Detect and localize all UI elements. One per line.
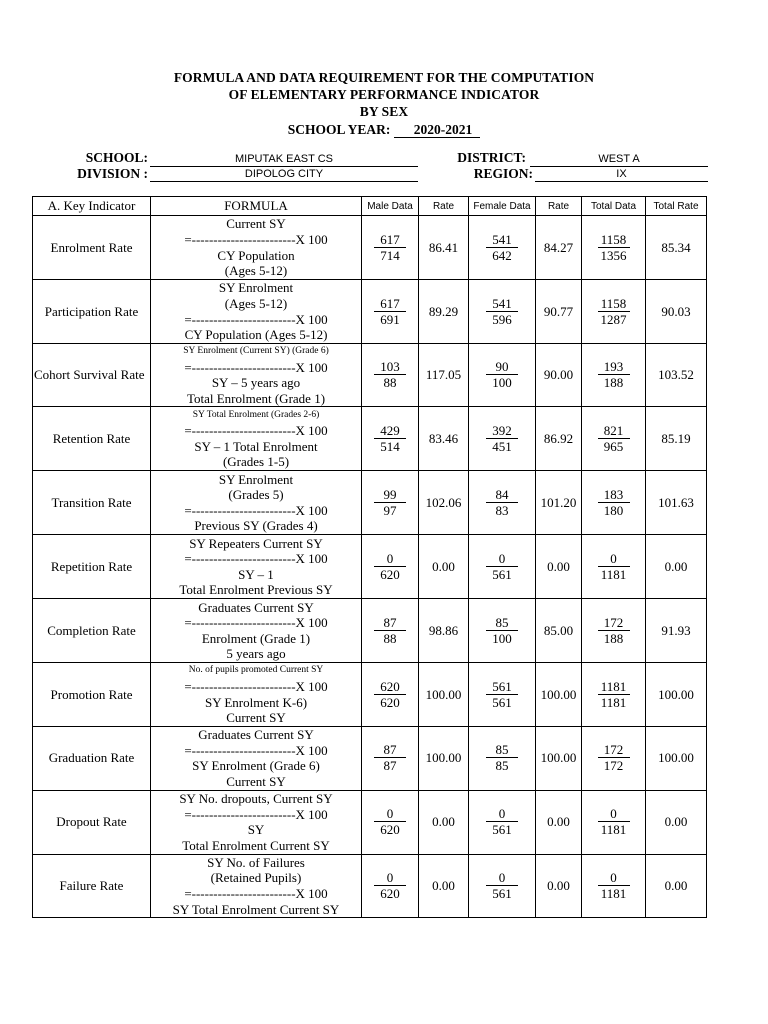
formula-line: Current SY — [226, 773, 286, 789]
female-denominator: 642 — [492, 247, 512, 263]
formula-line: (Ages 5-12) — [224, 263, 288, 279]
table-row — [33, 407, 707, 471]
female-denominator: 596 — [492, 311, 512, 327]
male-data-cell — [362, 471, 419, 535]
table-header-row — [33, 197, 707, 216]
formula-line: =------------------------X 100 — [184, 806, 328, 822]
formula-line: =------------------------X 100 — [184, 551, 328, 567]
formula-line: Total Enrolment Current SY — [182, 837, 330, 853]
male-denominator: 88 — [383, 375, 397, 391]
total-fraction — [598, 806, 630, 837]
total-denominator: 172 — [603, 758, 624, 774]
formula-line: SY — [247, 822, 265, 838]
male-data-cell — [362, 280, 419, 344]
female-numerator: 392 — [486, 423, 518, 439]
male-rate-cell: 117.05 — [419, 344, 469, 407]
formula-line: Previous SY (Grades 4) — [194, 518, 318, 534]
indicator-cell: Retention Rate — [33, 407, 151, 471]
male-numerator: 617 — [374, 296, 406, 312]
female-numerator: 84 — [486, 487, 518, 503]
header-male-rate: Rate — [419, 197, 469, 216]
total-denominator: 188 — [603, 375, 624, 391]
female-numerator: 541 — [486, 296, 518, 312]
total-data-cell — [582, 471, 646, 535]
female-denominator: 83 — [495, 502, 509, 518]
total-data-cell — [582, 726, 646, 790]
formula-line: SY Enrolment — [218, 280, 294, 296]
male-fraction — [374, 870, 406, 901]
female-rate-cell: 100.00 — [536, 663, 582, 726]
header-formula: FORMULA — [151, 197, 362, 216]
female-data-cell — [469, 280, 536, 344]
table-row — [33, 663, 707, 726]
table-row — [33, 344, 707, 407]
female-data-cell — [469, 471, 536, 535]
male-data-cell — [362, 726, 419, 790]
total-numerator: 1181 — [598, 679, 630, 695]
male-numerator: 87 — [374, 742, 406, 758]
school-year — [0, 121, 768, 138]
male-fraction — [374, 806, 406, 837]
formula-line: =------------------------X 100 — [184, 742, 328, 758]
female-rate-cell: 101.20 — [536, 471, 582, 535]
formula-line: Total Enrolment (Grade 1) — [186, 390, 326, 406]
formula-line: Total Enrolment Previous SY — [179, 582, 333, 598]
formula-line: SY Enrolment K-6) — [204, 694, 308, 710]
male-denominator: 714 — [380, 247, 400, 263]
indicator-cell: Transition Rate — [33, 471, 151, 535]
table-row — [33, 599, 707, 663]
formula-line: SY No. dropouts, Current SY — [179, 791, 333, 807]
male-rate-cell: 0.00 — [419, 790, 469, 854]
male-fraction — [374, 551, 406, 582]
male-data-cell — [362, 344, 419, 407]
total-data-cell — [582, 280, 646, 344]
female-denominator: 561 — [492, 822, 512, 838]
total-fraction — [598, 487, 630, 518]
table-row — [33, 726, 707, 790]
total-denominator: 1181 — [600, 566, 627, 582]
formula-line: SY – 1 — [238, 566, 274, 582]
male-numerator: 620 — [374, 679, 406, 695]
total-data-cell — [582, 216, 646, 280]
formula-line: CY Population (Ages 5-12) — [184, 327, 328, 343]
female-fraction — [486, 232, 518, 263]
table-row — [33, 471, 707, 535]
formula-line: (Grades 5) — [228, 487, 284, 503]
formula-line: (Ages 5-12) — [224, 295, 288, 311]
total-fraction — [598, 870, 630, 901]
total-rate-cell: 101.63 — [646, 471, 707, 535]
formula-cell — [151, 216, 362, 280]
school-label: SCHOOL: — [85, 150, 148, 165]
male-denominator: 620 — [380, 694, 400, 710]
formula-cell — [151, 471, 362, 535]
table-row — [33, 280, 707, 344]
total-fraction — [598, 742, 630, 773]
table-row — [33, 216, 707, 280]
male-fraction — [374, 679, 406, 710]
formula-line: =------------------------X 100 — [184, 359, 328, 375]
division-label: DIVISION : — [77, 166, 148, 181]
male-rate-cell: 98.86 — [419, 599, 469, 663]
total-data-cell — [582, 535, 646, 599]
female-denominator: 85 — [495, 758, 509, 774]
total-numerator: 172 — [598, 615, 630, 631]
total-data-cell — [582, 854, 646, 917]
male-fraction — [374, 487, 406, 518]
female-rate-cell: 0.00 — [536, 854, 582, 917]
female-denominator: 561 — [492, 694, 512, 710]
female-fraction — [486, 487, 518, 518]
total-numerator: 1158 — [598, 232, 630, 248]
male-rate-cell: 83.46 — [419, 407, 469, 471]
total-data-cell — [582, 599, 646, 663]
formula-line: =------------------------X 100 — [184, 615, 328, 631]
district-label: DISTRICT: — [457, 150, 526, 165]
male-fraction — [374, 359, 406, 390]
formula-line: SY – 1 Total Enrolment — [194, 438, 318, 454]
male-rate-cell: 86.41 — [419, 216, 469, 280]
formula-line: Current SY — [226, 216, 286, 232]
formula-cell — [151, 280, 362, 344]
total-data-cell — [582, 663, 646, 726]
total-rate-cell: 91.93 — [646, 599, 707, 663]
female-data-cell — [469, 726, 536, 790]
female-data-cell — [469, 216, 536, 280]
female-data-cell — [469, 663, 536, 726]
male-denominator: 514 — [380, 438, 400, 454]
indicator-cell: Completion Rate — [33, 599, 151, 663]
male-denominator: 88 — [383, 630, 397, 646]
formula-line: Graduates Current SY — [198, 727, 314, 743]
formula-cell — [151, 663, 362, 726]
school-year-label: SCHOOL YEAR: — [287, 122, 391, 137]
total-rate-cell: 85.19 — [646, 407, 707, 471]
female-denominator: 451 — [492, 438, 512, 454]
total-numerator: 183 — [598, 487, 630, 503]
total-rate-cell: 100.00 — [646, 663, 707, 726]
female-fraction — [486, 806, 518, 837]
total-fraction — [598, 359, 630, 390]
header-indicator: A. Key Indicator — [33, 197, 151, 216]
female-data-cell — [469, 344, 536, 407]
total-numerator: 821 — [598, 423, 630, 439]
total-rate-cell: 90.03 — [646, 280, 707, 344]
male-rate-cell: 100.00 — [419, 726, 469, 790]
female-numerator: 541 — [486, 232, 518, 248]
formula-line: CY Population — [217, 247, 295, 263]
female-fraction — [486, 551, 518, 582]
formula-line: SY Total Enrolment (Grades 2-6) — [192, 409, 320, 420]
title-line-2: OF ELEMENTARY PERFORMANCE INDICATOR — [228, 87, 540, 102]
male-numerator: 617 — [374, 232, 406, 248]
male-denominator: 620 — [380, 822, 400, 838]
formula-line: SY – 5 years ago — [211, 375, 301, 391]
region-label: REGION: — [473, 166, 533, 181]
total-data-cell — [582, 344, 646, 407]
header-female-rate: Rate — [536, 197, 582, 216]
female-data-cell — [469, 854, 536, 917]
total-denominator: 1181 — [600, 822, 627, 838]
table-row — [33, 535, 707, 599]
total-numerator: 193 — [598, 359, 630, 375]
total-denominator: 965 — [603, 438, 624, 454]
female-rate-cell: 90.00 — [536, 344, 582, 407]
formula-line: =------------------------X 100 — [184, 423, 328, 439]
formula-line: SY Repeaters Current SY — [189, 535, 323, 551]
total-rate-cell: 103.52 — [646, 344, 707, 407]
total-denominator: 180 — [603, 502, 624, 518]
male-numerator: 429 — [374, 423, 406, 439]
male-numerator: 0 — [374, 806, 406, 822]
total-fraction — [598, 296, 630, 327]
female-fraction — [486, 359, 518, 390]
total-rate-cell: 100.00 — [646, 726, 707, 790]
female-rate-cell: 100.00 — [536, 726, 582, 790]
male-rate-cell: 100.00 — [419, 663, 469, 726]
header-total-rate: Total Rate — [646, 197, 707, 216]
total-data-cell — [582, 790, 646, 854]
male-fraction — [374, 296, 406, 327]
female-numerator: 85 — [486, 742, 518, 758]
female-fraction — [486, 615, 518, 646]
formula-line: (Grades 1-5) — [222, 454, 290, 470]
male-fraction — [374, 615, 406, 646]
total-denominator: 1356 — [600, 247, 627, 263]
total-fraction — [598, 232, 630, 263]
document-title — [0, 69, 768, 138]
table-row — [33, 790, 707, 854]
formula-line: SY Enrolment (Current SY) (Grade 6) — [183, 346, 329, 356]
formula-line: No. of pupils promoted Current SY — [188, 665, 324, 676]
total-fraction — [598, 615, 630, 646]
male-data-cell — [362, 854, 419, 917]
female-numerator: 561 — [486, 679, 518, 695]
formula-line: SY Enrolment (Grade 6) — [192, 758, 320, 774]
male-denominator: 87 — [383, 758, 397, 774]
formula-line: =------------------------X 100 — [184, 311, 328, 327]
indicator-cell: Enrolment Rate — [33, 216, 151, 280]
total-numerator: 0 — [598, 870, 630, 886]
total-numerator: 0 — [598, 551, 630, 567]
header-total-data: Total Data — [582, 197, 646, 216]
female-fraction — [486, 742, 518, 773]
male-denominator: 620 — [380, 885, 400, 901]
title-line-1: FORMULA AND DATA REQUIREMENT FOR THE COMPUTATION — [173, 70, 595, 85]
female-rate-cell: 86.92 — [536, 407, 582, 471]
female-denominator: 100 — [492, 375, 512, 391]
female-rate-cell: 90.77 — [536, 280, 582, 344]
male-data-cell — [362, 216, 419, 280]
female-numerator: 0 — [486, 806, 518, 822]
male-fraction — [374, 742, 406, 773]
male-denominator: 97 — [383, 502, 397, 518]
male-fraction — [374, 232, 406, 263]
title-line-3: BY SEX — [359, 104, 409, 119]
total-numerator: 172 — [598, 742, 630, 758]
formula-cell — [151, 535, 362, 599]
female-numerator: 90 — [486, 359, 518, 375]
male-rate-cell: 0.00 — [419, 854, 469, 917]
male-numerator: 0 — [374, 870, 406, 886]
female-rate-cell: 84.27 — [536, 216, 582, 280]
total-numerator: 1158 — [598, 296, 630, 312]
formula-cell — [151, 790, 362, 854]
header-male-data: Male Data — [362, 197, 419, 216]
male-rate-cell: 89.29 — [419, 280, 469, 344]
female-fraction — [486, 296, 518, 327]
male-data-cell — [362, 535, 419, 599]
male-numerator: 99 — [374, 487, 406, 503]
total-rate-cell: 0.00 — [646, 790, 707, 854]
formula-line: Graduates Current SY — [198, 599, 314, 615]
total-data-cell — [582, 407, 646, 471]
male-rate-cell: 0.00 — [419, 535, 469, 599]
indicator-cell: Failure Rate — [33, 854, 151, 917]
male-numerator: 87 — [374, 615, 406, 631]
total-denominator: 1181 — [600, 885, 627, 901]
male-denominator: 691 — [380, 311, 400, 327]
table-row — [33, 854, 707, 917]
total-fraction — [598, 423, 630, 454]
formula-line: Enrolment (Grade 1) — [201, 630, 311, 646]
female-fraction — [486, 679, 518, 710]
female-denominator: 561 — [492, 885, 512, 901]
female-data-cell — [469, 535, 536, 599]
female-numerator: 0 — [486, 551, 518, 567]
female-rate-cell: 85.00 — [536, 599, 582, 663]
formula-line: =------------------------X 100 — [184, 678, 328, 694]
male-data-cell — [362, 663, 419, 726]
table-body — [33, 216, 707, 918]
indicator-cell: Repetition Rate — [33, 535, 151, 599]
total-numerator: 0 — [598, 806, 630, 822]
school-value: MIPUTAK EAST CS — [150, 152, 418, 167]
total-denominator: 1181 — [600, 694, 627, 710]
female-data-cell — [469, 790, 536, 854]
female-denominator: 561 — [492, 566, 512, 582]
formula-cell — [151, 407, 362, 471]
male-data-cell — [362, 599, 419, 663]
female-data-cell — [469, 599, 536, 663]
formula-cell — [151, 726, 362, 790]
header-female-data: Female Data — [469, 197, 536, 216]
male-rate-cell: 102.06 — [419, 471, 469, 535]
district-value: WEST A — [530, 152, 708, 167]
division-value: DIPOLOG CITY — [150, 167, 418, 182]
performance-table — [32, 196, 707, 918]
male-fraction — [374, 423, 406, 454]
total-rate-cell: 85.34 — [646, 216, 707, 280]
female-numerator: 85 — [486, 615, 518, 631]
female-rate-cell: 0.00 — [536, 790, 582, 854]
formula-line: Current SY — [226, 710, 286, 726]
formula-cell — [151, 599, 362, 663]
formula-cell — [151, 344, 362, 407]
formula-line: SY Total Enrolment Current SY — [172, 901, 340, 917]
total-rate-cell: 0.00 — [646, 854, 707, 917]
formula-line: (Retained Pupils) — [210, 870, 302, 886]
indicator-cell: Participation Rate — [33, 280, 151, 344]
male-data-cell — [362, 790, 419, 854]
indicator-cell: Graduation Rate — [33, 726, 151, 790]
formula-line: =------------------------X 100 — [184, 502, 328, 518]
region-value: IX — [535, 167, 708, 182]
total-fraction — [598, 679, 630, 710]
total-denominator: 188 — [603, 630, 624, 646]
formula-line: SY Enrolment — [218, 471, 294, 487]
female-fraction — [486, 870, 518, 901]
female-data-cell — [469, 407, 536, 471]
total-denominator: 1287 — [600, 311, 627, 327]
female-fraction — [486, 423, 518, 454]
male-denominator: 620 — [380, 566, 400, 582]
female-rate-cell: 0.00 — [536, 535, 582, 599]
formula-line: 5 years ago — [226, 646, 286, 662]
total-fraction — [598, 551, 630, 582]
formula-line: =------------------------X 100 — [184, 885, 328, 901]
male-numerator: 103 — [374, 359, 406, 375]
female-denominator: 100 — [492, 630, 512, 646]
male-data-cell — [362, 407, 419, 471]
male-numerator: 0 — [374, 551, 406, 567]
indicator-cell: Dropout Rate — [33, 790, 151, 854]
total-rate-cell: 0.00 — [646, 535, 707, 599]
indicator-cell: Promotion Rate — [33, 663, 151, 726]
formula-cell — [151, 854, 362, 917]
formula-line: =------------------------X 100 — [184, 231, 328, 247]
school-year-value: 2020-2021 — [394, 122, 481, 138]
formula-line: SY No. of Failures — [207, 854, 305, 870]
female-numerator: 0 — [486, 870, 518, 886]
indicator-cell: Cohort Survival Rate — [33, 344, 151, 407]
